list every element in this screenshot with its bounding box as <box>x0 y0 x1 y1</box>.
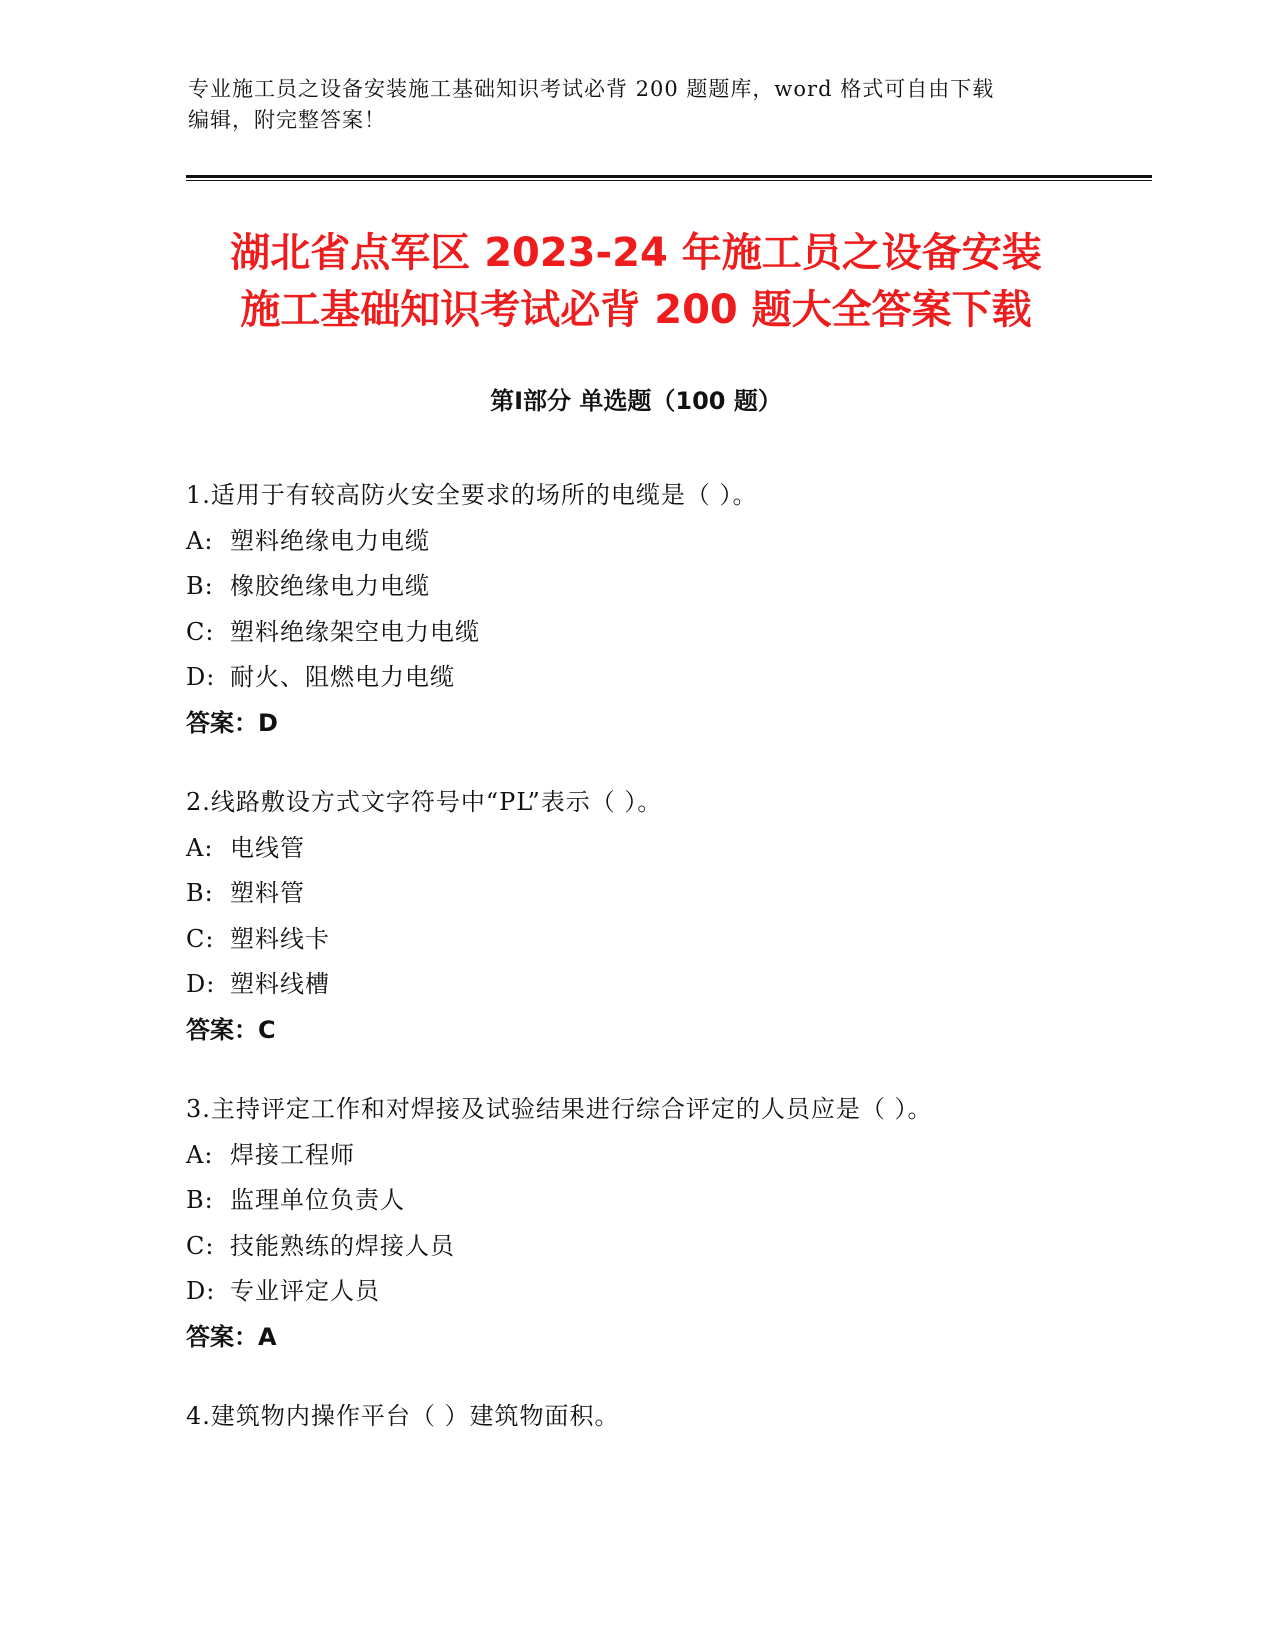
option-key: D: <box>186 970 216 998</box>
option-key: A: <box>186 833 214 862</box>
option-b <box>186 871 1126 917</box>
section-heading: 第Ⅰ部分 单选题（100 题） <box>490 387 782 415</box>
header-note-line-2: 编辑，附完整答案！ <box>188 108 386 132</box>
option-text: 塑料管 <box>230 879 305 907</box>
option-b <box>186 564 1126 610</box>
option-a <box>186 1133 1126 1179</box>
header-note-line-1: 专业施工员之设备安装施工基础知识考试必背 200 题题库，word 格式可自由下载 <box>188 77 995 101</box>
option-key: D: <box>186 1277 216 1305</box>
option-key: A: <box>186 526 214 555</box>
answer-line: 答案：A <box>186 1322 277 1351</box>
question-stem: 4.建筑物内操作平台（ ）建筑物面积。 <box>186 1402 620 1430</box>
question-stem: 3.主持评定工作和对焊接及试验结果进行综合评定的人员应是（ ）。 <box>186 1095 933 1123</box>
question-stem: 1.适用于有较高防火安全要求的场所的电缆是（ ）。 <box>186 481 758 509</box>
option-a <box>186 519 1126 565</box>
option-c <box>186 610 1126 656</box>
document-title-line-1: 湖北省点军区 2023-24 年施工员之设备安装 <box>230 230 1042 276</box>
option-text: 塑料绝缘电力电缆 <box>230 526 430 555</box>
header-note <box>188 74 1068 136</box>
option-text: 塑料线卡 <box>230 924 330 953</box>
option-text: 塑料线槽 <box>230 970 330 998</box>
option-key: D: <box>186 663 216 691</box>
option-text: 专业评定人员 <box>230 1277 380 1305</box>
option-c <box>186 1224 1126 1270</box>
question-3 <box>186 1087 1126 1360</box>
document-title-line-2: 施工基础知识考试必背 200 题大全答案下载 <box>240 287 1032 333</box>
option-b <box>186 1178 1126 1224</box>
option-key: C: <box>186 617 215 646</box>
option-key: B: <box>186 879 214 907</box>
option-key: A: <box>186 1140 214 1169</box>
header-divider-thin <box>186 180 1152 181</box>
question-stem: 2.线路敷设方式文字符号中“PL”表示（ ）。 <box>186 788 663 816</box>
option-c <box>186 917 1126 963</box>
option-text: 耐火、阻燃电力电缆 <box>230 663 455 691</box>
option-text: 橡胶绝缘电力电缆 <box>230 572 430 600</box>
question-1 <box>186 473 1126 746</box>
option-d <box>186 962 1126 1008</box>
document-title <box>186 225 1086 339</box>
option-text: 电线管 <box>230 833 305 862</box>
option-key: C: <box>186 924 215 953</box>
option-text: 技能熟练的焊接人员 <box>230 1231 455 1260</box>
answer-line: 答案：D <box>186 708 278 737</box>
option-key: C: <box>186 1231 215 1260</box>
question-list <box>186 473 1126 1474</box>
option-text: 塑料绝缘架空电力电缆 <box>230 617 480 646</box>
option-d <box>186 1269 1126 1315</box>
header-divider-thick <box>186 175 1152 178</box>
option-text: 焊接工程师 <box>230 1140 355 1169</box>
answer-line: 答案：C <box>186 1015 276 1044</box>
question-4 <box>186 1394 1126 1440</box>
option-key: B: <box>186 1186 214 1214</box>
option-key: B: <box>186 572 214 600</box>
option-text: 监理单位负责人 <box>230 1186 405 1214</box>
option-a <box>186 826 1126 872</box>
option-d <box>186 655 1126 701</box>
question-2 <box>186 780 1126 1053</box>
